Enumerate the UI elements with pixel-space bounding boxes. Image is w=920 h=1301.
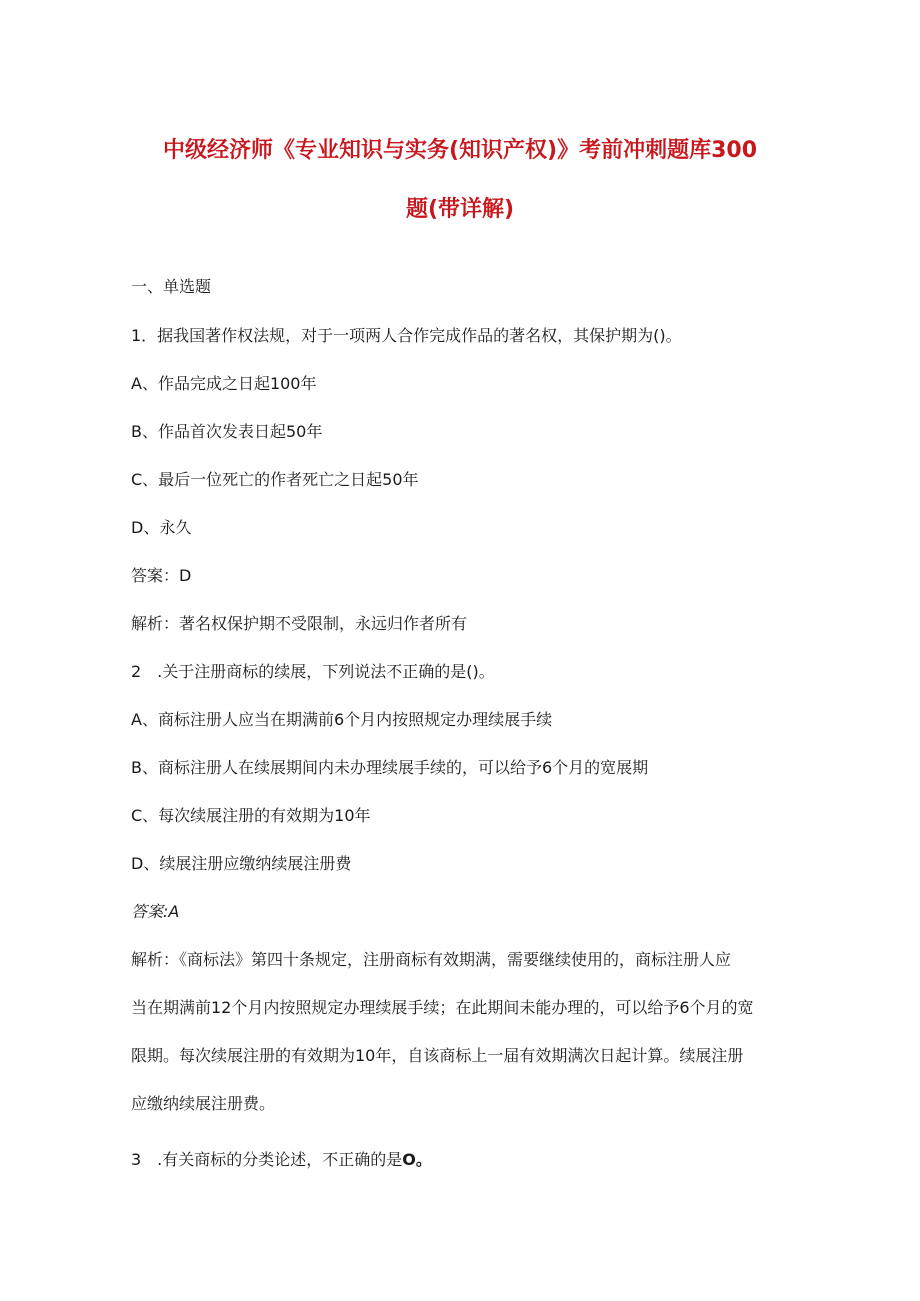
- section-heading: 一、单选题: [131, 277, 212, 296]
- question-2-stem: 2 .关于注册商标的续展，下列说法不正确的是()。: [131, 662, 495, 681]
- question-2-option-a: A、商标注册人应当在期满前6个月内按照规定办理续展手续: [131, 710, 553, 729]
- question-1-option-a: A、作品完成之日起100年: [131, 374, 317, 393]
- document-title-line-1: 中级经济师《专业知识与实务(知识产权)》考前冲刺题库300: [162, 138, 758, 163]
- question-1-answer: 答案：D: [131, 566, 192, 585]
- question-1-option-b: B、作品首次发表日起50年: [131, 422, 323, 441]
- question-2-explanation-line-3: 限期。每次续展注册的有效期为10年，自该商标上一届有效期满次日起计算。续展注册: [131, 1046, 744, 1065]
- question-2-option-c: C、每次续展注册的有效期为10年: [131, 806, 371, 825]
- question-2-answer: 答案:A: [131, 902, 180, 921]
- question-3-stem-tail: O。: [402, 1150, 432, 1169]
- question-2-explanation-line-4: 应缴纳续展注册费。: [131, 1094, 276, 1113]
- question-2-explanation-line-2: 当在期满前12个月内按照规定办理续展手续；在此期间未能办理的，可以给予6个月的宽: [131, 998, 754, 1017]
- question-2-explanation-line-1: 解析：《商标法》第四十条规定，注册商标有效期满，需要继续使用的，商标注册人应: [131, 950, 732, 969]
- question-2-option-b: B、商标注册人在续展期间内未办理续展手续的，可以给予6个月的宽展期: [131, 758, 649, 777]
- document-title-line-2: 题(带详解): [405, 197, 515, 222]
- question-1-explanation: 解析：著名权保护期不受限制，永远归作者所有: [131, 614, 468, 633]
- question-3-stem: [131, 1149, 801, 1171]
- question-1-option-d: D、永久: [131, 518, 192, 537]
- question-1-stem: 1．据我国著作权法规，对于一项两人合作完成作品的著名权，其保护期为()。: [131, 326, 682, 345]
- question-3-stem-text: 3 .有关商标的分类论述，不正确的是: [131, 1150, 403, 1169]
- question-1-option-c: C、最后一位死亡的作者死亡之日起50年: [131, 470, 419, 489]
- question-2-option-d: D、续展注册应缴纳续展注册费: [131, 854, 352, 873]
